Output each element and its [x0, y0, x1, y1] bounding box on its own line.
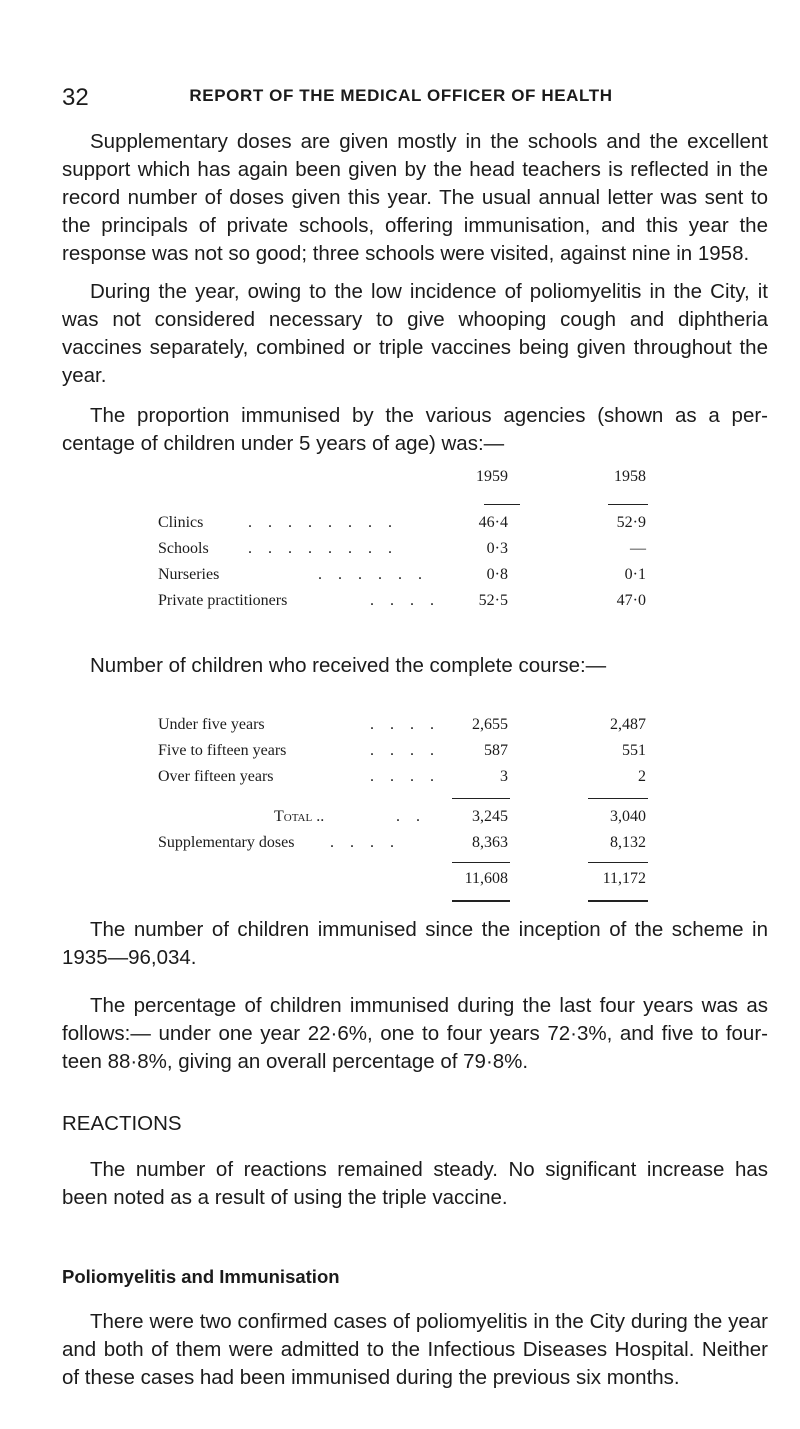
column-header-1958: 1958	[614, 468, 646, 485]
value-1959: 46·4	[478, 514, 508, 531]
value-1958: 551	[622, 742, 646, 759]
agency-percentage-table	[158, 468, 658, 618]
supplementary-row	[158, 834, 658, 856]
total-1959: 3,245	[472, 808, 508, 825]
table-row	[158, 540, 658, 562]
grand-total-row	[158, 870, 658, 892]
paragraph-since-inception: The number of children immunised since the inception of the scheme in 1935—96,034.	[62, 918, 768, 969]
leader-dots: . . . . . .	[318, 566, 428, 583]
paragraph-polio-incidence: During the year, owing to the low incidence of poliomyelitis in the City, it was not considered necessary to give whooping cough and diphtheria vaccines separately, combined or triple vaccines being given throughout the year.	[62, 280, 768, 387]
leader-dots: . . . .	[370, 716, 440, 733]
subtotal-rule-1958	[588, 798, 648, 799]
value-1959: 0·3	[486, 540, 508, 557]
polio-heading: Poliomyelitis and Immunisation	[62, 1266, 340, 1287]
row-label: Private practitioners	[158, 592, 288, 609]
page-header	[62, 84, 740, 114]
table-row	[158, 716, 658, 738]
page-number: 32	[62, 84, 89, 111]
grand-total-rule-1959	[452, 862, 510, 863]
value-1959: 52·5	[478, 592, 508, 609]
table-row	[158, 592, 658, 614]
row-label: Clinics	[158, 514, 204, 531]
row-label: Schools	[158, 540, 209, 557]
value-1959: 0·8	[486, 566, 508, 583]
running-title: REPORT OF THE MEDICAL OFFICER OF HEALTH	[189, 86, 613, 105]
paragraph-four-year-percentages: The percentage of children immunised during the last four years was as follows:— under one year 22·6%, one to four years 72·3%, and five to four- teen 88·8%, giving an overall percentage of 79·8%.	[62, 994, 768, 1073]
total-1958: 3,040	[610, 808, 646, 825]
table-row	[158, 566, 658, 588]
complete-course-table	[158, 716, 658, 886]
grand-total-rule-1958	[588, 862, 648, 863]
column-header-1959: 1959	[476, 468, 508, 485]
row-label: Over fifteen years	[158, 768, 274, 785]
value-1959: 2,655	[472, 716, 508, 733]
paragraph-complete-course: Number of children who received the complete course:—	[90, 654, 607, 677]
row-label: Under five years	[158, 716, 265, 733]
value-1958: 2,487	[610, 716, 646, 733]
reactions-heading: REACTIONS	[62, 1112, 182, 1135]
subtotal-rule-1959	[452, 798, 510, 799]
grand-total-1959: 11,608	[464, 870, 508, 887]
grand-total-double-rule-1958	[588, 900, 648, 902]
leader-dots: . . . .	[370, 592, 440, 609]
column-underline-1959	[484, 504, 520, 505]
leader-dots: . . . .	[370, 742, 440, 759]
table-row	[158, 768, 658, 790]
total-label: Total ..	[274, 808, 325, 825]
column-underline-1958	[608, 504, 648, 505]
row-label: Five to fifteen years	[158, 742, 287, 759]
value-1958: —	[630, 540, 646, 557]
leader-dots: . . . . . . . .	[248, 540, 398, 557]
row-label: Nurseries	[158, 566, 220, 583]
supplementary-label: Supplementary doses	[158, 834, 295, 851]
table-row	[158, 514, 658, 536]
paragraph-polio-cases: There were two confirmed cases of poliomyelitis in the City during the year and both of them were admitted to the Infectious Diseases Hospital. Neither of these cases had been immunised during the previous six months.	[62, 1310, 768, 1389]
value-1958: 2	[638, 768, 646, 785]
leader-dots: . . . . . . . .	[248, 514, 398, 531]
value-1959: 3	[500, 768, 508, 785]
grand-total-1958: 11,172	[602, 870, 646, 887]
paragraph-supplementary-doses: Supplementary doses are given mostly in the schools and the excellent support which has again been given by the head teachers is reflected in the record number of doses given this year. The usual annual letter was sent to the principals of private schools, offering immunisation, and this year the response was not so good; three schools were visited, against nine in 1958.	[62, 130, 768, 265]
grand-total-double-rule-1959	[452, 900, 510, 902]
value-1958: 52·9	[616, 514, 646, 531]
value-1958: 0·1	[624, 566, 646, 583]
table-row	[158, 742, 658, 764]
leader-dots: . . . .	[370, 768, 440, 785]
supplementary-1959: 8,363	[472, 834, 508, 851]
value-1958: 47·0	[616, 592, 646, 609]
leader-dots: . .	[396, 808, 426, 825]
paragraph-proportion-immunised: The proportion immunised by the various agencies (shown as a per- centage of children under 5 years of age) was:—	[62, 404, 768, 455]
value-1959: 587	[484, 742, 508, 759]
supplementary-1958: 8,132	[610, 834, 646, 851]
total-row	[158, 808, 658, 830]
paragraph-reactions: The number of reactions remained steady. No significant increase has been noted as a result of using the triple vaccine.	[62, 1158, 768, 1209]
leader-dots: . . . .	[330, 834, 400, 851]
